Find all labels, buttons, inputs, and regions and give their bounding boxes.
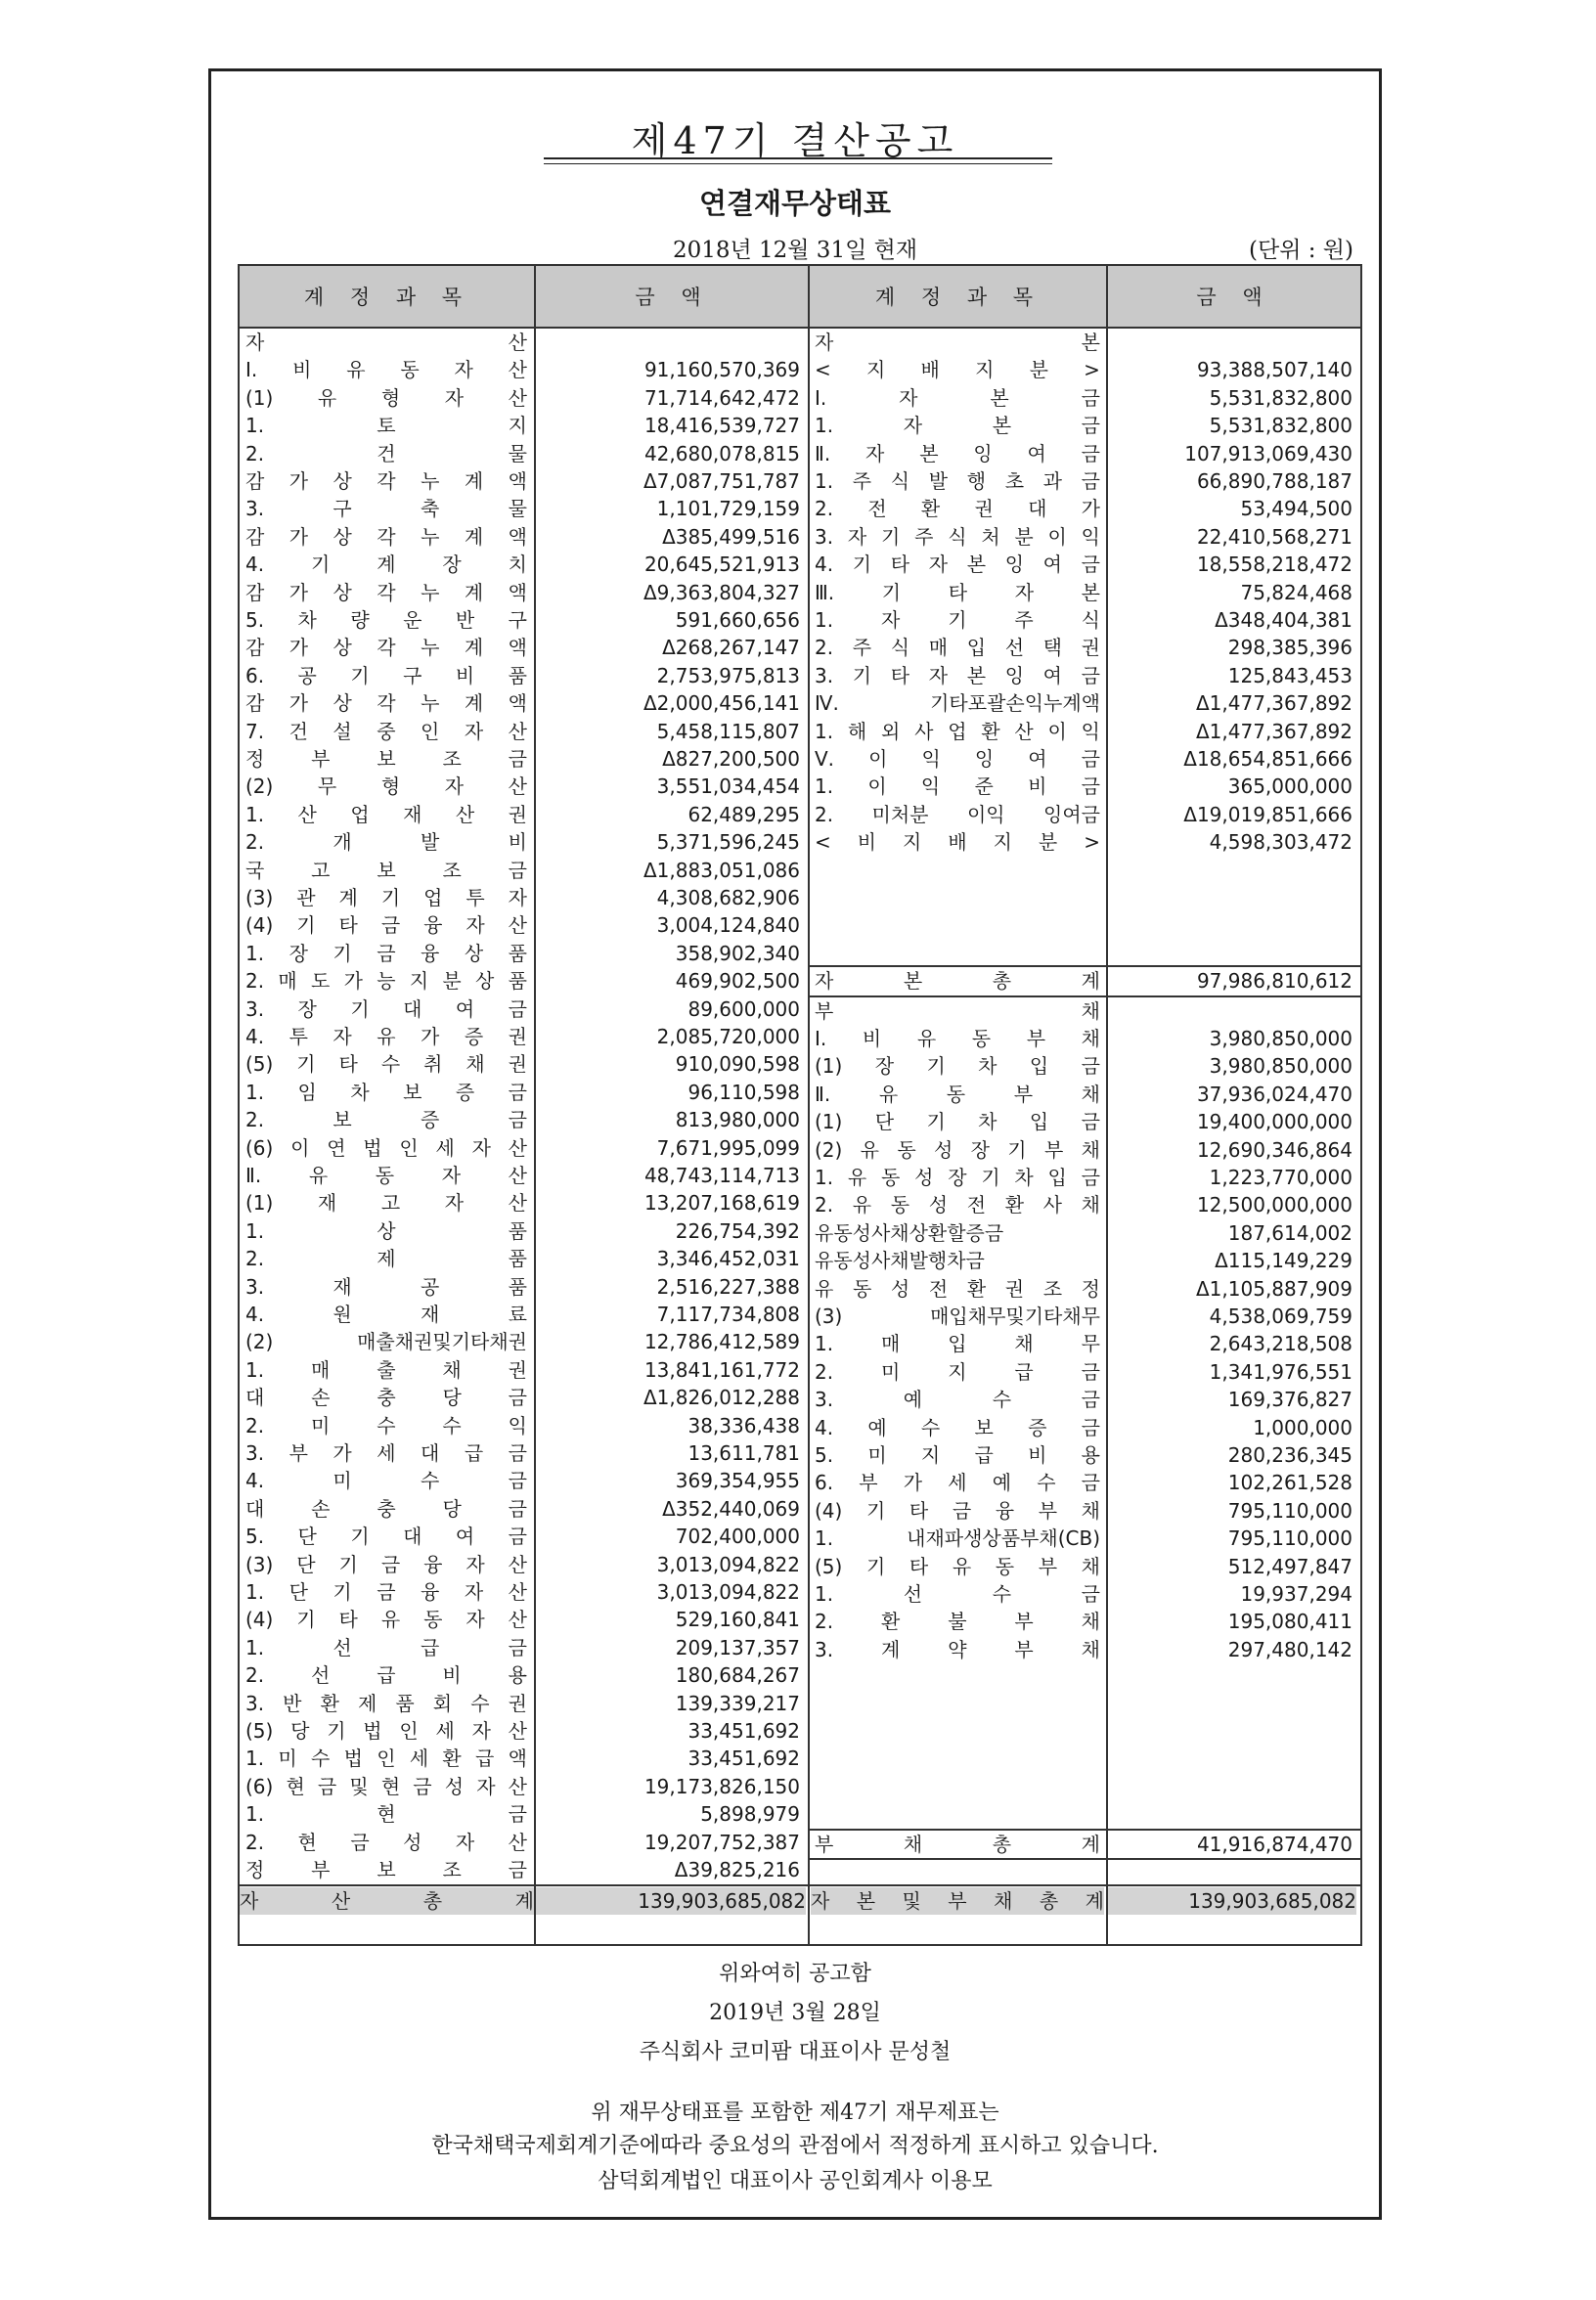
account-label: 1. 매 출 채 권	[245, 1357, 527, 1382]
account-label: 정 부 보 조 금	[245, 1858, 527, 1881]
liability-total-divider	[810, 1858, 1360, 1860]
account-amount: 187,614,002	[1227, 1220, 1352, 1245]
account-amount: 512,497,847	[1227, 1554, 1352, 1578]
account-amount: 297,480,142	[1227, 1637, 1352, 1661]
account-label: 1. 장 기 금 융 상 품	[245, 941, 527, 965]
account-label: Ⅰ. 비 유 동 부 채	[815, 1027, 1100, 1050]
account-amount: 4,308,682,906	[656, 886, 800, 909]
account-label: (4) 기 타 금 융 부 채	[815, 1498, 1100, 1523]
account-label: 2. 개 발 비	[245, 830, 527, 855]
account-amount: 813,980,000	[675, 1108, 800, 1132]
account-amount: 180,684,267	[675, 1663, 800, 1688]
account-label: (5) 기 타 수 취 채 권	[245, 1052, 527, 1077]
account-label: 2. 유 동 성 전 환 사 채	[815, 1193, 1100, 1217]
account-label: 3. 장 기 대 여 금	[245, 996, 527, 1021]
account-label: Ⅳ. 기타포괄손익누계액	[815, 691, 1100, 716]
auditor-signature: 삼덕회계법인 대표이사 공인회계사 이용모	[598, 2169, 993, 2193]
account-amount: 20,645,521,913	[643, 553, 800, 577]
account-amount: 4,598,303,472	[1209, 830, 1352, 855]
account-label: (2) 유 동 성 장 기 부 채	[815, 1137, 1100, 1162]
account-amount: 298,385,396	[1227, 636, 1352, 660]
account-label: 2. 환 불 부 채	[815, 1610, 1100, 1634]
account-amount: 91,160,570,369	[643, 358, 800, 382]
account-label: 감 가 상 각 누 계 액	[245, 691, 527, 716]
account-amount: 19,937,294	[1240, 1582, 1352, 1606]
statement-title: 연결재무상태표	[698, 187, 892, 220]
account-amount: 71,714,642,472	[643, 385, 800, 410]
account-amount: Δ827,200,500	[662, 747, 800, 771]
account-amount: 12,500,000,000	[1196, 1193, 1352, 1217]
account-label: 5. 미 지 급 비 용	[815, 1443, 1100, 1467]
account-amount: Δ352,440,069	[662, 1496, 800, 1521]
account-amount: Δ7,087,751,787	[643, 469, 800, 493]
account-label: Ⅱ. 자 본 잉 여 금	[815, 441, 1100, 465]
notice-frame	[208, 68, 1382, 2220]
account-label: (1) 장 기 차 입 금	[815, 1054, 1100, 1079]
account-amount: 22,410,568,271	[1196, 524, 1352, 549]
account-amount: 42,680,078,815	[643, 441, 800, 465]
account-amount: 13,207,168,619	[643, 1191, 800, 1216]
account-label: 유동성사채발행차금	[815, 1249, 985, 1273]
account-amount: 89,600,000	[687, 996, 800, 1021]
account-label: 유 동 성 전 환 권 조 정	[815, 1276, 1100, 1301]
column-divider	[534, 266, 536, 1944]
account-amount: Δ268,267,147	[662, 636, 800, 660]
account-amount: 7,671,995,099	[656, 1135, 800, 1160]
account-amount: 48,743,114,713	[643, 1164, 800, 1187]
account-label: 3. 부 가 세 대 급 금	[245, 1441, 527, 1465]
account-label: 3. 기 타 자 본 잉 여 금	[815, 663, 1100, 687]
account-amount: 795,110,000	[1227, 1498, 1352, 1523]
balance-sheet-table	[238, 264, 1362, 1946]
account-amount: 97,986,810,612	[1196, 969, 1352, 994]
account-label: 4. 기 타 자 본 잉 여 금	[815, 553, 1100, 577]
account-amount: 13,611,781	[687, 1441, 800, 1465]
account-amount	[1110, 329, 1352, 356]
total-label: 자 산 총 계	[240, 1889, 534, 1914]
account-label: < 지 배 지 분 >	[815, 358, 1100, 382]
audit-opinion-line1: 위 재무상태표를 포함한 제47기 재무제표는	[591, 2101, 999, 2125]
account-label: 2. 선 급 비 용	[245, 1663, 527, 1688]
account-amount: 139,339,217	[675, 1691, 800, 1715]
account-label: 2. 보 증 금	[245, 1108, 527, 1132]
account-amount: Δ18,654,851,666	[1183, 747, 1352, 771]
account-amount: 3,004,124,840	[656, 913, 800, 938]
unit-label: (단위 : 원)	[1249, 238, 1353, 263]
account-amount: 1,341,976,551	[1209, 1359, 1352, 1384]
account-amount: 3,980,850,000	[1209, 1027, 1352, 1050]
account-label: (1) 재 고 자 산	[245, 1191, 527, 1216]
account-amount: 38,336,438	[687, 1413, 800, 1438]
account-label: 자 본 총 계	[815, 969, 1100, 994]
account-label: 1. 임 차 보 증 금	[245, 1080, 527, 1104]
account-label: 1. 매 입 채 무	[815, 1332, 1100, 1356]
account-amount: 66,890,788,187	[1196, 469, 1352, 493]
account-label: 1. 유 동 성 장 기 차 입 금	[815, 1166, 1100, 1189]
total-divider	[810, 1884, 1360, 1886]
account-label: 2. 제 품	[245, 1247, 527, 1271]
account-amount: 3,013,094,822	[656, 1552, 800, 1576]
account-label: 대 손 충 당 금	[245, 1386, 527, 1410]
title-underline	[544, 157, 1052, 159]
account-label: 1. 해 외 사 업 환 산 이 익	[815, 719, 1100, 743]
account-amount: Δ1,477,367,892	[1196, 691, 1352, 716]
account-amount: 3,346,452,031	[656, 1247, 800, 1271]
account-label: (4) 기 타 유 동 자 산	[245, 1608, 527, 1632]
account-label: (2) 무 형 자 산	[245, 774, 527, 799]
account-label: 자 산	[245, 331, 527, 354]
account-label: 2. 현 금 성 자 산	[245, 1830, 527, 1854]
audit-opinion-line2: 한국채택국제회계기준에따라 중요성의 관점에서 적정하게 표시하고 있습니다.	[431, 2134, 1159, 2158]
account-label: 국 고 보 조 금	[245, 858, 527, 882]
account-label: 4. 예 수 보 증 금	[815, 1415, 1100, 1439]
account-label: 2. 건 물	[245, 441, 527, 465]
total-label: 자 본 및 부 채 총 계	[811, 1889, 1104, 1914]
account-label: 6. 부 가 세 예 수 금	[815, 1471, 1100, 1495]
account-amount: 1,223,770,000	[1209, 1166, 1352, 1189]
account-label: 7. 건 설 중 인 자 산	[245, 719, 527, 743]
account-amount: 2,643,218,508	[1209, 1332, 1352, 1356]
account-amount: Δ1,883,051,086	[643, 858, 800, 882]
account-amount: 3,551,034,454	[656, 774, 800, 799]
account-amount: 169,376,827	[1227, 1388, 1352, 1412]
account-label: 4. 원 재 료	[245, 1303, 527, 1326]
account-amount: 93,388,507,140	[1196, 358, 1352, 382]
account-label: 1. 미 수 법 인 세 환 급 액	[245, 1747, 527, 1771]
account-amount: 365,000,000	[1227, 774, 1352, 799]
account-label: 6. 공 기 구 비 품	[245, 663, 527, 687]
account-label: 2. 미처분 이익 잉여금	[815, 802, 1100, 826]
account-label: (4) 기 타 금 융 자 산	[245, 913, 527, 938]
account-amount: 41,916,874,470	[1196, 1832, 1352, 1856]
account-amount: 12,786,412,589	[643, 1330, 800, 1354]
account-amount: 18,558,218,472	[1196, 553, 1352, 577]
notice-title: 제47기 결산공고	[631, 119, 959, 162]
account-amount: 226,754,392	[675, 1218, 800, 1243]
account-amount: 795,110,000	[1227, 1526, 1352, 1551]
account-amount: Δ385,499,516	[662, 524, 800, 549]
account-label: 4. 미 수 금	[245, 1469, 527, 1493]
account-amount: 19,173,826,150	[643, 1774, 800, 1798]
account-label: 2. 주 식 매 입 선 택 권	[815, 636, 1100, 660]
account-amount: 702,400,000	[675, 1525, 800, 1549]
account-label: < 비 지 배 지 분 >	[815, 830, 1100, 855]
account-label: 1. 자 기 주 식	[815, 608, 1100, 632]
account-label: 3. 예 수 금	[815, 1388, 1100, 1412]
account-amount: 18,416,539,727	[643, 414, 800, 438]
column-divider	[808, 266, 810, 1944]
account-label: 정 부 보 조 금	[245, 747, 527, 771]
account-label: 감 가 상 각 누 계 액	[245, 524, 527, 549]
account-amount: Δ19,019,851,666	[1183, 802, 1352, 826]
account-amount: 5,531,832,800	[1209, 385, 1352, 410]
account-amount: Δ1,477,367,892	[1196, 719, 1352, 743]
account-label: (6) 이 연 법 인 세 자 산	[245, 1135, 527, 1160]
account-label: (2) 매출채권및기타채권	[245, 1330, 527, 1354]
account-label: 2. 매 도 가 능 지 분 상 품	[245, 969, 527, 994]
account-label: Ⅰ. 비 유 동 자 산	[245, 358, 527, 382]
account-amount: 910,090,598	[675, 1052, 800, 1077]
account-label: 1. 상 품	[245, 1218, 527, 1243]
account-label: (3) 단 기 금 융 자 산	[245, 1552, 527, 1576]
company-signature: 주식회사 코미팜 대표이사 문성철	[639, 2040, 952, 2064]
header-amount-left: 금 액	[536, 266, 810, 329]
notice-date: 2019년 3월 28일	[709, 2001, 881, 2025]
account-amount: 5,458,115,807	[656, 719, 800, 743]
account-label: (5) 기 타 유 동 부 채	[815, 1554, 1100, 1578]
account-amount: 75,824,468	[1240, 580, 1352, 604]
account-amount: 13,841,161,772	[643, 1357, 800, 1382]
account-label: 3. 반 환 제 품 회 수 권	[245, 1691, 527, 1715]
account-label: 1. 자 본 금	[815, 414, 1100, 438]
account-label: 유동성사채상환할증금	[815, 1220, 1004, 1245]
account-label: 감 가 상 각 누 계 액	[245, 469, 527, 493]
account-amount: 280,236,345	[1227, 1443, 1352, 1467]
account-label: 1. 선 수 금	[815, 1582, 1100, 1606]
account-amount: 107,913,069,430	[1184, 441, 1352, 465]
account-amount: 5,371,596,245	[656, 830, 800, 855]
account-amount: 369,354,955	[675, 1469, 800, 1493]
account-label: (6) 현 금 및 현 금 성 자 산	[245, 1774, 527, 1798]
account-amount: 7,117,734,808	[656, 1303, 800, 1326]
account-amount: 4,538,069,759	[1209, 1305, 1352, 1328]
account-amount: Δ1,826,012,288	[643, 1386, 800, 1410]
account-label: 1. 단 기 금 융 자 산	[245, 1580, 527, 1604]
account-amount: 3,013,094,822	[656, 1580, 800, 1604]
account-label: (5) 당 기 법 인 세 자 산	[245, 1719, 527, 1743]
account-label: 3. 재 공 품	[245, 1274, 527, 1299]
account-label: 1. 이 익 준 비 금	[815, 774, 1100, 799]
total-amount: 139,903,685,082	[1108, 1887, 1356, 1915]
account-label: (1) 유 형 자 산	[245, 385, 527, 410]
account-amount: 195,080,411	[1227, 1610, 1352, 1634]
header-account-left: 계 정 과 목	[240, 266, 536, 329]
account-label: Ⅱ. 유 동 부 채	[815, 1082, 1100, 1106]
account-label: Ⅴ. 이 익 잉 여 금	[815, 747, 1100, 771]
account-amount: 5,898,979	[700, 1802, 800, 1827]
account-amount	[538, 329, 800, 356]
account-amount: 3,980,850,000	[1209, 1054, 1352, 1079]
account-amount: 358,902,340	[675, 941, 800, 965]
account-label: 5. 단 기 대 여 금	[245, 1525, 527, 1549]
header-amount-right: 금 액	[1108, 266, 1360, 329]
account-amount: 33,451,692	[687, 1719, 800, 1743]
as-of-date: 2018년 12월 31일 현재	[672, 238, 918, 263]
account-label: 1. 주 식 발 행 초 과 금	[815, 469, 1100, 493]
account-label: 감 가 상 각 누 계 액	[245, 636, 527, 660]
account-amount: Δ39,825,216	[674, 1858, 800, 1881]
total-amount: 139,903,685,082	[536, 1887, 806, 1915]
account-label: 1. 선 급 금	[245, 1635, 527, 1659]
title-underline-thin	[544, 163, 1052, 164]
account-amount: Δ2,000,456,141	[643, 691, 800, 716]
account-label: Ⅰ. 자 본 금	[815, 385, 1100, 410]
account-amount: 209,137,357	[675, 1635, 800, 1659]
account-amount: 37,936,024,470	[1196, 1082, 1352, 1106]
account-label: (3) 관 계 기 업 투 자	[245, 886, 527, 909]
account-amount: 1,101,729,159	[656, 497, 800, 521]
account-label: 3. 구 축 물	[245, 497, 527, 521]
account-amount: 33,451,692	[687, 1747, 800, 1771]
account-amount: 12,690,346,864	[1196, 1137, 1352, 1162]
account-label: 4. 기 계 장 치	[245, 553, 527, 577]
account-label: 3. 계 약 부 채	[815, 1637, 1100, 1661]
account-label: 감 가 상 각 누 계 액	[245, 580, 527, 604]
account-label: 부 채	[815, 998, 1100, 1023]
account-amount: Δ348,404,381	[1215, 608, 1352, 632]
account-amount: Δ1,105,887,909	[1196, 1276, 1352, 1301]
account-label: (3) 매입채무및기타채무	[815, 1305, 1100, 1328]
account-amount: 529,160,841	[675, 1608, 800, 1632]
account-amount: 5,531,832,800	[1209, 414, 1352, 438]
account-amount: 53,494,500	[1240, 497, 1352, 521]
account-amount: 125,843,453	[1227, 663, 1352, 687]
account-amount: Δ115,149,229	[1215, 1249, 1352, 1273]
account-label: 부 채 총 계	[815, 1832, 1100, 1856]
account-amount: 2,085,720,000	[656, 1025, 800, 1048]
account-amount: 62,489,295	[687, 802, 800, 826]
account-label: 2. 전 환 권 대 가	[815, 497, 1100, 521]
notice-statement: 위와여히 공고함	[719, 1962, 871, 1986]
account-label: 4. 투 자 유 가 증 권	[245, 1025, 527, 1048]
account-amount: Δ9,363,804,327	[643, 580, 800, 604]
account-amount: 19,207,752,387	[643, 1830, 800, 1854]
header-account-right: 계 정 과 목	[810, 266, 1108, 329]
account-label: 1. 산 업 재 산 권	[245, 802, 527, 826]
account-amount: 102,261,528	[1227, 1471, 1352, 1495]
account-amount: 2,753,975,813	[656, 663, 800, 687]
account-amount: 1,000,000	[1253, 1415, 1352, 1439]
account-label: 5. 차 량 운 반 구	[245, 608, 527, 632]
account-label: 1. 현 금	[245, 1802, 527, 1827]
account-label: 대 손 충 당 금	[245, 1496, 527, 1521]
account-amount: 469,902,500	[675, 969, 800, 994]
account-amount: 2,516,227,388	[656, 1274, 800, 1299]
account-amount: 19,400,000,000	[1196, 1110, 1352, 1134]
account-amount: 96,110,598	[687, 1080, 800, 1104]
account-label: 1. 토 지	[245, 414, 527, 438]
account-label: 2. 미 지 급 금	[815, 1359, 1100, 1384]
column-divider	[1106, 266, 1108, 1944]
account-label: Ⅲ. 기 타 자 본	[815, 580, 1100, 604]
total-divider	[240, 1884, 810, 1886]
account-label: 1. 내재파생상품부채(CB)	[815, 1526, 1100, 1551]
account-label: (1) 단 기 차 입 금	[815, 1110, 1100, 1134]
account-label: Ⅱ. 유 동 자 산	[245, 1164, 527, 1187]
account-label: 자 본	[815, 331, 1100, 354]
account-amount	[1110, 997, 1352, 1025]
account-label: 3. 자 기 주 식 처 분 이 익	[815, 524, 1100, 549]
account-label: 2. 미 수 수 익	[245, 1413, 527, 1438]
account-amount: 591,660,656	[675, 608, 800, 632]
